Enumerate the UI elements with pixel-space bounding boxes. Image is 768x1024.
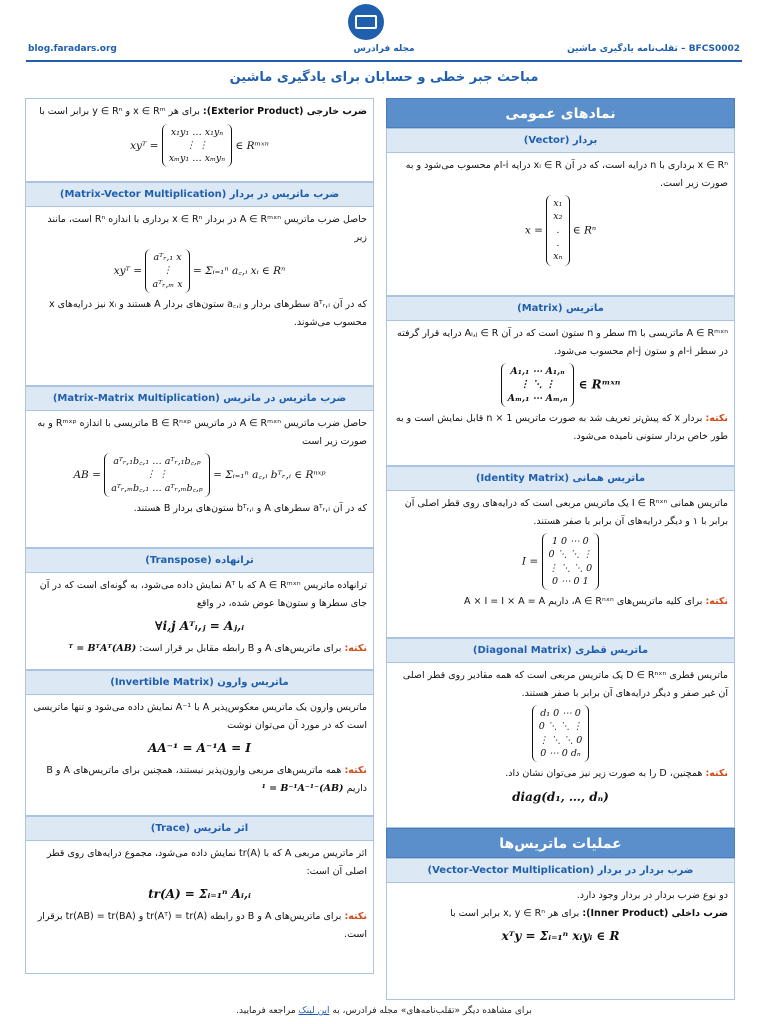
page-title: مباحث جبر خطی و حسابان برای یادگیری ماشین xyxy=(229,70,539,85)
diagonal-card xyxy=(386,638,735,828)
identity-text: ماتریس همانی I ∈ Rⁿˣⁿ یک ماتریس مربعی است که درایه‌های روی قطر اصلی آن برابر با ۱ و دیگر درایه‌های آن برابر با صفر هستند. xyxy=(404,498,728,527)
vector-card xyxy=(386,128,735,296)
vector-vector-card xyxy=(386,858,735,1000)
section-general-notation: نمادهای عمومی xyxy=(386,98,735,128)
magazine-name: مجله فرادرس xyxy=(353,44,415,54)
outer-product-text: ضرب خارجی (Exterior Product): برای هر x ∈ Rᵐ و y ∈ Rⁿ برابر است با xyxy=(39,106,367,117)
identity-formula: I = 1 0 ⋯ 0 0 ⋱ ⋱ ⋮ ⋮ ⋱ ⋱ 0 0 ⋯ 0 1 xyxy=(393,533,728,590)
invertible-note: نکته: همه ماتریس‌های مربعی وارون‌پذیر نیستند، همچنین برای ماتریس‌های A و B داریم (AB)⁻¹ = B⁻¹A⁻¹ xyxy=(46,765,367,794)
identity-card xyxy=(386,466,735,638)
diagonal-title: ماتریس قطری (Diagonal Matrix) xyxy=(387,639,734,663)
matrix-vector-card xyxy=(25,182,374,386)
cheatsheet-code: BFCS0002 – تقلب‌نامه یادگیری ماشین xyxy=(567,44,740,54)
vector-vector-text: دو نوع ضرب بردار در بردار وجود دارد. xyxy=(576,890,728,901)
trace-note: نکته: برای ماتریس‌های A و B دو رابطه tr(Aᵀ) = tr(A) و tr(AB) = tr(BA) برقرار است. xyxy=(37,911,367,940)
left-column xyxy=(25,98,374,940)
diagonal-text: ماتریس قطری D ∈ Rⁿˣⁿ یک ماتریس مربعی است که همه مقادیر روی قطر اصلی آن غیر صفر و دیگر درایه‌های آن برابر با صفر هستند. xyxy=(402,670,728,699)
matrix-vector-title: ضرب ماتریس در بردار (Matrix-Vector Multiplication) xyxy=(26,183,373,207)
matrix-vector-after: که در آن aᵀᵣ,ᵢ سطرهای بردار و a꜀,ⱼ ستون‌های بردار A هستند و xᵢ نیز درایه‌های x محسوب می‌شوند. xyxy=(48,299,367,328)
inner-product-formula: xᵀy = Σᵢ₌₁ⁿ xᵢyᵢ ∈ R xyxy=(501,929,620,944)
faradars-logo-icon xyxy=(348,4,384,40)
invertible-text: ماتریس وارون یک ماتریس معکوس‌پذیر A با A⁻¹ نمایش داده می‌شود و تنها ماتریسی است که در مورد آن می‌توان نوشت xyxy=(33,702,367,731)
vector-vector-title: ضرب بردار در بردار (Vector-Vector Multiplication) xyxy=(387,859,734,883)
diag-formula: diag(d₁, …, dₙ) xyxy=(512,789,609,804)
trace-text: اثر ماتریس مربعی A که با tr(A) نمایش داده می‌شود، مجموع درایه‌های روی قطر اصلی آن است: xyxy=(46,848,367,877)
right-column xyxy=(386,98,735,1000)
page-header xyxy=(0,0,768,62)
vector-text: x ∈ Rⁿ برداری با n درایه است، که در آن xᵢ ∈ R درایه i-ام محسوب می‌شود و به صورت زیر است. xyxy=(405,160,728,189)
matrix-text: A ∈ Rᵐˣⁿ ماتریسی با m سطر و n ستون است که در آن Aᵢ,ⱼ ∈ R درایه قرار گرفته در سطر i-ام و ستون j-ام محسوب می‌شود. xyxy=(397,328,728,357)
matrix-matrix-text: حاصل ضرب ماتریس A ∈ Rᵐˣⁿ در ماتریس B ∈ Rⁿˣᵖ ماتریسی با اندازه Rᵐˣᵖ و به صورت زیر است xyxy=(37,418,367,447)
vector-column: x₁ x₂ . . xₙ xyxy=(546,195,569,265)
identity-note: نکته: برای کلیه ماتریس‌های A ∈ Rⁿˣⁿ، داریم A × I = I × A = A xyxy=(463,596,728,608)
transpose-card xyxy=(25,548,374,670)
invertible-title: ماتریس وارون (Invertible Matrix) xyxy=(26,671,373,695)
footer-suffix: مراجعه فرمایید. xyxy=(236,1006,296,1016)
section-matrix-operations: عملیات ماتریس‌ها xyxy=(386,828,735,858)
transpose-note: نکته: برای ماتریس‌های A و B رابطه مقابل بر قرار است: (AB)ᵀ = BᵀAᵀ xyxy=(68,643,367,655)
matrix-matrix-card xyxy=(25,386,374,548)
site-url[interactable]: blog.faradars.org xyxy=(28,44,117,54)
page-footer xyxy=(0,1006,768,1016)
trace-formula: tr(A) = Σᵢ₌₁ⁿ Aᵢ,ᵢ xyxy=(148,887,251,902)
matrix-matrix-formula: AB = aᵀᵣ,₁b꜀,₁ … aᵀᵣ,₁b꜀,ₚ ⋮ ⋮ aᵀᵣ,ₘb꜀,₁ … aᵀᵣ,ₘb꜀,ₚ = Σᵢ₌₁ⁿ a꜀,ᵢ bᵀᵣ,ᵢ ∈ Rⁿˣᵖ xyxy=(32,453,367,497)
matrix-card xyxy=(386,296,735,466)
matrix-formula: A₁,₁ ⋯ A₁,ₙ ⋮ ⋱ ⋮ Aₘ,₁ ⋯ Aₘ,ₙ ∈ Rᵐˣⁿ xyxy=(393,363,728,407)
inner-product-text: ضرب داخلی (Inner Product): برای هر x, y ∈ Rⁿ برابر است با xyxy=(450,907,728,919)
invertible-card xyxy=(25,670,374,816)
invertible-formula: AA⁻¹ = A⁻¹A = I xyxy=(148,741,251,756)
transpose-formula: ∀i,j Aᵀᵢ,ⱼ = Aⱼ,ᵢ xyxy=(154,619,245,634)
diagonal-note: نکته: همچنین، D را به صورت زیر نیز می‌توان نشان داد. xyxy=(505,768,728,780)
matrix-note: نکته: بردار x که پیش‌تر تعریف شد به صورت ماتریس n × 1 قابل نمایش است و به طور خاص بردار ستونی نامیده می‌شود. xyxy=(395,413,728,442)
transpose-text: ترانهاده ماتریس A ∈ Rᵐˣⁿ که با Aᵀ نمایش داده می‌شود، به گونه‌ای است که در آن جای سطرها و ستون‌ها عوض شده، در واقع xyxy=(39,580,367,609)
footer-prefix: برای مشاهده دیگر «تقلب‌نامه‌های» مجله فرادرس، به xyxy=(332,1006,532,1016)
matrix-matrix-title: ضرب ماتریس در ماتریس (Matrix-Matrix Multiplication) xyxy=(26,387,373,411)
footer-link[interactable]: این لینک xyxy=(298,1006,330,1016)
transpose-title: ترانهاده (Transpose) xyxy=(26,549,373,573)
matrix-vector-formula: xyᵀ = aᵀᵣ,₁ x ⋮ aᵀᵣ,ₘ x = Σᵢ₌₁ⁿ a꜀,ᵢ xᵢ ∈ Rⁿ xyxy=(32,249,367,293)
header-divider xyxy=(26,60,742,62)
matrix-vector-text: حاصل ضرب ماتریس A ∈ Rᵐˣⁿ در بردار x ∈ Rⁿ برداری با اندازه Rⁿ است، مانند زیر xyxy=(47,214,367,243)
vector-title: بردار (Vector) xyxy=(387,129,734,153)
diagonal-formula: d₁ 0 ⋯ 0 0 ⋱ ⋱ ⋮ ⋮ ⋱ ⋱ 0 0 ⋯ 0 dₙ xyxy=(393,705,728,762)
outer-product-card xyxy=(25,98,374,182)
identity-title: ماتریس همانی (Identity Matrix) xyxy=(387,467,734,491)
outer-product-formula: xyᵀ = x₁y₁ … x₁yₙ ⋮ ⋮ xₘy₁ … xₘyₙ ∈ Rᵐˣⁿ xyxy=(32,124,367,168)
matrix-title: ماتریس (Matrix) xyxy=(387,297,734,321)
matrix-matrix-after: که در آن aᵀᵣ,ᵢ سطرهای A و bᵀᵣ,ᵢ ستون‌های بردار B هستند. xyxy=(133,503,367,515)
vector-formula: x = x₁ x₂ . . xₙ ∈ Rⁿ xyxy=(393,195,728,265)
trace-card xyxy=(25,816,374,974)
trace-title: اثر ماتریس (Trace) xyxy=(26,817,373,841)
